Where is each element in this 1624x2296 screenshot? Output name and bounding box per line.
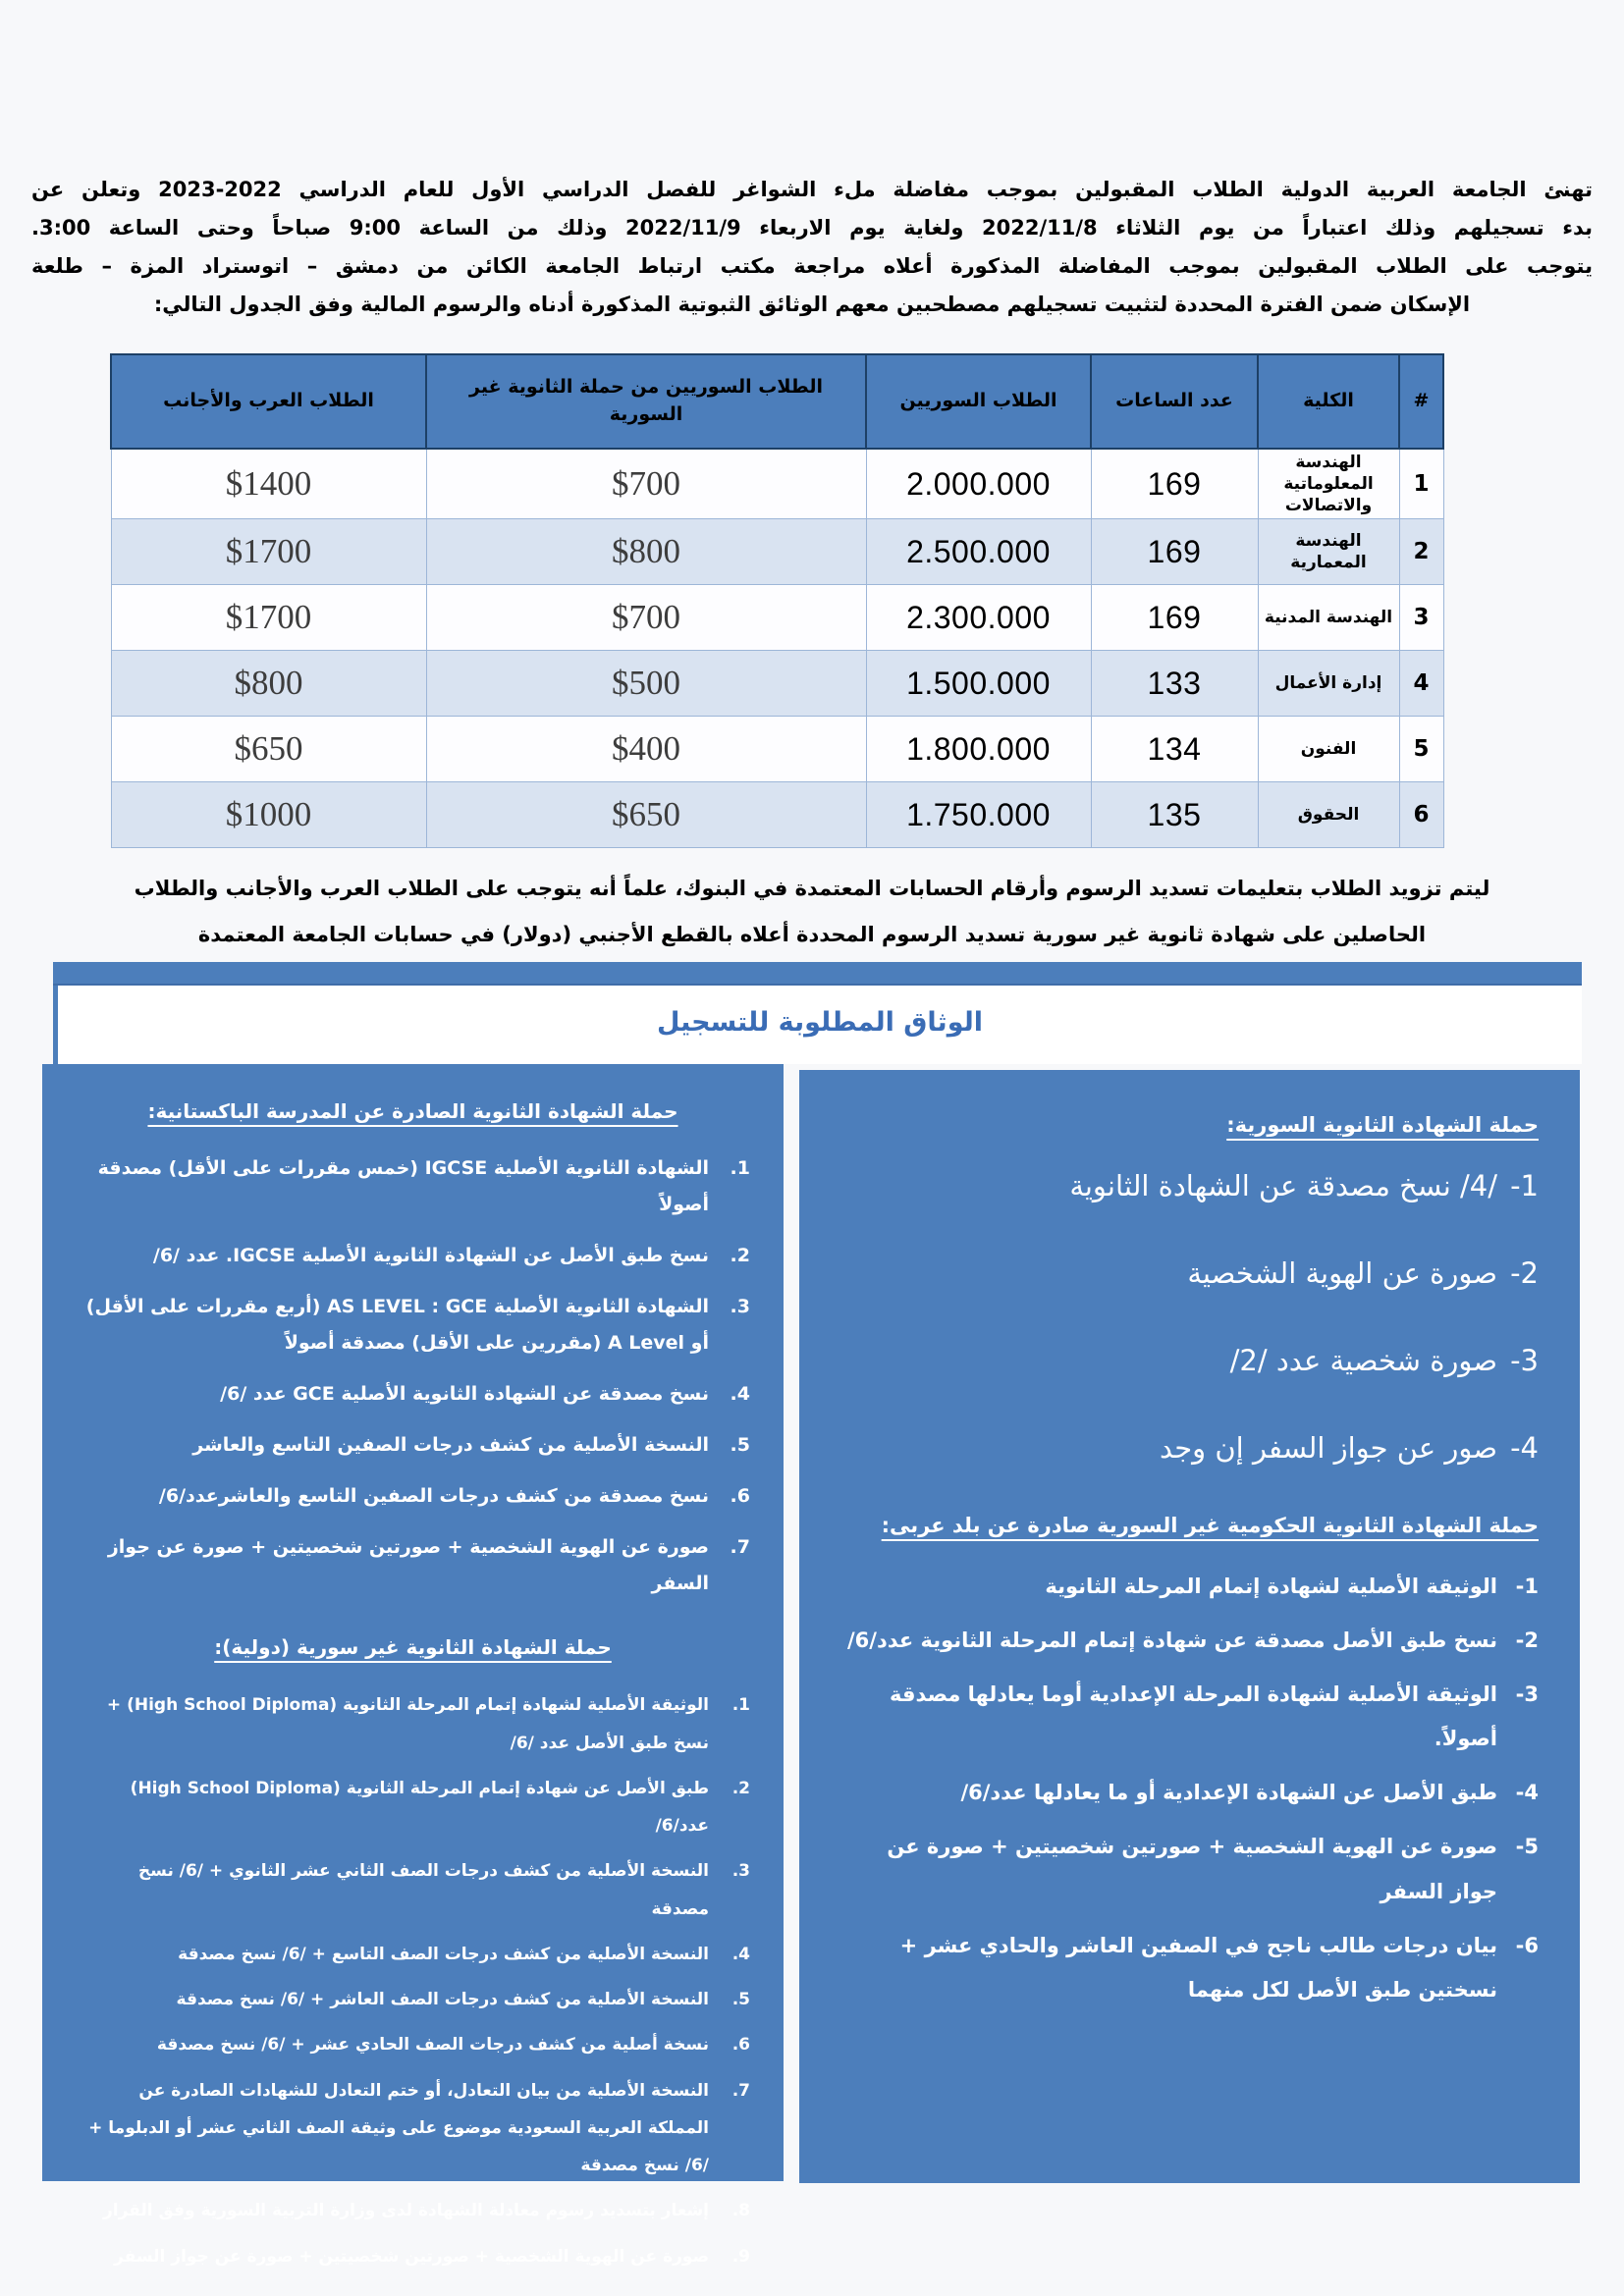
- item-number: 1.: [731, 1695, 750, 1716]
- arab-foreign-fee-cell: $800: [111, 651, 426, 717]
- syrian-students-fee-cell: 1.500.000: [866, 651, 1091, 717]
- arab-foreign-fee-cell: $1700: [111, 519, 426, 585]
- blue-divider-bar: [53, 962, 1582, 986]
- document-item: [76, 2026, 750, 2063]
- item-number: 4.: [731, 1944, 750, 1964]
- item-text: الوثيقة الأصلية لشهادة إتمام المرحلة الثانوية (High School Diploma) + نسخ طبق الأصل عدد /6/: [106, 1695, 709, 1753]
- panel-section-title: حملة الشهادة الثانوية الصادرة عن المدرسة الباكستانية:: [147, 1099, 678, 1123]
- syrian-students-fee-cell: 1.750.000: [866, 782, 1091, 848]
- document-item: [840, 1619, 1539, 1663]
- fee-row: [111, 651, 1443, 717]
- fees-table-header-cell: عدد الساعات: [1091, 354, 1258, 449]
- item-text: طبق الأصل عن شهادة إتمام المرحلة الثانوية (High School Diploma) عدد/6/: [130, 1778, 709, 1837]
- panel-section-title: حملة الشهادة الثانوية الحكومية غير السورية صادرة عن بلد عربى:: [881, 1513, 1539, 1537]
- item-number: 7.: [731, 2080, 750, 2101]
- item-text: صور عن جواز السفر إن وجد: [1160, 1430, 1497, 1465]
- fees-table-header-cell: الطلاب العرب والأجانب: [111, 354, 426, 449]
- row-number-cell: 4: [1399, 651, 1443, 717]
- hours-cell: 135: [1091, 782, 1258, 848]
- document-item: [76, 2192, 750, 2229]
- college-cell: إدارة الأعمال: [1258, 651, 1399, 717]
- item-number: 2-: [1515, 1628, 1539, 1652]
- item-text: نسخة أصلية من كشف درجات الصف الحادي عشر + /6/ نسخ مصدقة: [156, 2035, 709, 2056]
- syrian-students-fee-cell: 2.000.000: [866, 449, 1091, 519]
- document-item: [76, 1936, 750, 1973]
- non-syrian-cert-fee-cell: $400: [426, 717, 866, 782]
- document-item: [76, 1686, 750, 1762]
- syrian-arab-panel: [799, 1070, 1580, 2183]
- college-cell: الفنون: [1258, 717, 1399, 782]
- item-number: 8.: [731, 2201, 750, 2221]
- item-number: 2.: [730, 1245, 750, 1267]
- document-item: [840, 1252, 1539, 1296]
- document-item: [76, 2072, 750, 2185]
- item-text: صورة عن الهوية الشخصية + صورتين شخصيتين + صورة عن جواز السفر: [107, 1536, 709, 1595]
- document-item: [840, 1673, 1539, 1761]
- panel-section-title: حملة الشهادة الثانوية السورية:: [1226, 1113, 1539, 1137]
- item-text: طبق الأصل عن الشهادة الإعدادية أو ما يعادلها عدد/6/: [960, 1781, 1497, 1805]
- item-text: الوثيقة الأصلية لشهادة إتمام المرحلة الثانوية: [1045, 1574, 1497, 1598]
- item-number: 3.: [731, 1861, 750, 1882]
- fees-table-head: [111, 354, 1443, 449]
- payment-note: [39, 866, 1585, 958]
- item-text: نسخ طبق الأصل عن الشهادة الثانوية الأصلية IGCSE. عدد /6/: [152, 1245, 709, 1267]
- document-item: [76, 1852, 750, 1928]
- pakistani-international-panel: [42, 1064, 784, 2267]
- college-cell: الهندسة المعلوماتية والاتصالات: [1258, 449, 1399, 519]
- row-number-cell: 2: [1399, 519, 1443, 585]
- syrian-students-fee-cell: 1.800.000: [866, 717, 1091, 782]
- non-syrian-cert-fee-cell: $650: [426, 782, 866, 848]
- hours-cell: 134: [1091, 717, 1258, 782]
- fees-table-header-cell: الكلية: [1258, 354, 1399, 449]
- document-item: [76, 1150, 750, 1223]
- item-number: 5.: [731, 1990, 750, 2010]
- item-number: 2.: [731, 1778, 750, 1798]
- fees-table-header-cell: الطلاب السوريين: [866, 354, 1091, 449]
- row-number-cell: 5: [1399, 717, 1443, 782]
- document-item: [840, 1924, 1539, 2012]
- document-item: [76, 1289, 750, 1362]
- document-item: [840, 1426, 1539, 1470]
- item-text: صورة عن الهوية الشخصية + صورتين شخصيتين + صورة عن جواز السفر: [114, 2246, 709, 2267]
- document-item: [840, 1771, 1539, 1815]
- arab-foreign-fee-cell: $1000: [111, 782, 426, 848]
- intro-paragraph: [31, 171, 1593, 324]
- intro-line: يتوجب على الطلاب المقبولين بموجب المفاضلة المذكورة أعلاه مراجعة مكتب ارتباط الجامعة الكائن من دمشق – اتوستراد المزة – طلعة: [31, 254, 1593, 278]
- item-text: النسخة الأصلية من كشف درجات الصف الثاني عشر الثانوي + /6/ نسخ مصدقة: [137, 1861, 709, 1919]
- non-syrian-cert-fee-cell: $700: [426, 449, 866, 519]
- row-number-cell: 1: [1399, 449, 1443, 519]
- document-item: [76, 2238, 750, 2275]
- item-text: النسخة الأصلية من بيان التعادل، أو ختم التعادل للشهادات الصادرة عن المملكة العربية السعودية موضوع على وثيقة الصف الثاني عشر أو الدبلوما + /6/ نسخ مصدقة: [88, 2080, 709, 2176]
- college-cell: الهندسة المعمارية: [1258, 519, 1399, 585]
- payment-note-line: ليتم تزويد الطلاب بتعليمات تسديد الرسوم وأرقام الحسابات المعتمدة في البنوك، علماً أنه يتوجب على الطلاب العرب والأجانب والطلاب: [134, 877, 1490, 900]
- item-text: الشهادة الثانوية الأصلية IGCSE (خمس مقررات على الأقل) مصدقة أصولاً: [97, 1157, 709, 1216]
- non-syrian-cert-fee-cell: $700: [426, 585, 866, 651]
- fee-row: [111, 717, 1443, 782]
- item-number: 2-: [1510, 1255, 1539, 1290]
- item-text: نسخ مصدقة من كشف درجات الصفين التاسع والعاشرعدد/6/: [158, 1485, 709, 1508]
- syrian-cert-list: [840, 1164, 1539, 1470]
- document-item: [76, 1478, 750, 1515]
- fees-table: [110, 353, 1444, 848]
- item-text: نسخ طبق الأصل مصدقة عن شهادة إتمام المرحلة الثانوية عدد/6/: [846, 1628, 1497, 1652]
- item-number: 4-: [1515, 1781, 1539, 1805]
- item-text: /4/ نسخ مصدقة عن الشهادة الثانوية: [1069, 1169, 1497, 1202]
- item-text: النسخة الأصلية من كشف درجات الصفين التاسع والعاشر: [192, 1434, 709, 1457]
- item-number: 7.: [730, 1536, 750, 1559]
- fees-table-header-row: [111, 354, 1443, 449]
- item-text: نسخ مصدقة عن الشهادة الثانوية الأصلية GCE عدد /6/: [220, 1383, 709, 1406]
- document-item: [840, 1339, 1539, 1383]
- item-number: 3-: [1515, 1682, 1539, 1707]
- item-number: 4.: [730, 1383, 750, 1406]
- item-number: 3.: [730, 1296, 750, 1318]
- item-text: صورة عن الهوية الشخصية: [1187, 1255, 1497, 1290]
- section-title-box: [53, 986, 1582, 1064]
- intro-line: الإسكان ضمن الفترة المحددة لتثبيت تسجيلهم مصطحبين معهم الوثائق الثبوتية المذكورة أدناه والرسوم المالية وفق الجدول التالي:: [153, 293, 1471, 316]
- item-text: صورة شخصية عدد /2/: [1229, 1343, 1497, 1377]
- document-item: [76, 1529, 750, 1602]
- item-number: 6.: [731, 2035, 750, 2056]
- item-text: الوثيقة الأصلية لشهادة المرحلة الإعدادية أوما يعادلها مصدقة أصولاً.: [890, 1682, 1497, 1751]
- item-text: بيان درجات طالب ناجح في الصفين العاشر والحادي عشر + نسختين طبق الأصل لكل منهما: [899, 1933, 1497, 2002]
- intro-line: بدء تسجيلهم وذلك اعتباراً من يوم الثلاثاء 2022/11/8 ولغاية يوم الاربعاء 2022/11/9 وذلك من الساعة 9:00 صباحاً وحتى الساعة 3:00.: [31, 216, 1593, 240]
- item-text: إشعار بتسديد رسوم معادلة الشهادة لدى وزارة التربية السورية وفق القرار: [102, 2201, 709, 2221]
- college-cell: الحقوق: [1258, 782, 1399, 848]
- panel-section-title: حملة الشهادة الثانوية غير سورية (دولية):: [214, 1635, 612, 1660]
- non-syrian-cert-fee-cell: $800: [426, 519, 866, 585]
- arab-foreign-fee-cell: $1400: [111, 449, 426, 519]
- item-text: النسخة الأصلية من كشف درجات الصف التاسع + /6/ نسخ مصدقة: [178, 1944, 709, 1964]
- required-documents-title: الوثاق المطلوبة للتسجيل: [656, 1007, 984, 1038]
- hours-cell: 169: [1091, 449, 1258, 519]
- arab-country-cert-list: [840, 1565, 1539, 2012]
- item-number: 1-: [1515, 1574, 1539, 1598]
- row-number-cell: 6: [1399, 782, 1443, 848]
- fees-table-body: [111, 449, 1443, 848]
- syrian-students-fee-cell: 2.500.000: [866, 519, 1091, 585]
- non-syrian-cert-fee-cell: $500: [426, 651, 866, 717]
- document-item: [76, 1770, 750, 1845]
- item-number: 4-: [1510, 1430, 1539, 1465]
- item-text: الشهادة الثانوية الأصلية AS LEVEL : GCE (أربع مقررات على الأقل) أو A Level (مقررين على الأقل) مصدقة أصولاً: [85, 1296, 709, 1355]
- item-number: 5.: [730, 1434, 750, 1457]
- document-item: [76, 1238, 750, 1274]
- item-number: 6.: [730, 1485, 750, 1508]
- arab-foreign-fee-cell: $650: [111, 717, 426, 782]
- document-item: [840, 1825, 1539, 1913]
- item-number: 1-: [1510, 1169, 1539, 1202]
- fee-row: [111, 519, 1443, 585]
- item-text: صورة عن الهوية الشخصية + صورتين شخصيتين + صورة عن جواز السفر: [887, 1835, 1497, 1903]
- fees-table-header-cell: الطلاب السوريين من حملة الثانوية غير السورية: [426, 354, 866, 449]
- document-item: [840, 1164, 1539, 1208]
- hours-cell: 169: [1091, 519, 1258, 585]
- document-item: [840, 1565, 1539, 1609]
- fees-table-header-cell: #: [1399, 354, 1443, 449]
- item-number: 9.: [731, 2246, 750, 2267]
- fee-row: [111, 782, 1443, 848]
- item-number: 5-: [1515, 1835, 1539, 1859]
- hours-cell: 169: [1091, 585, 1258, 651]
- fee-row: [111, 585, 1443, 651]
- pakistani-cert-list: [76, 1150, 750, 1602]
- item-text: النسخة الأصلية من كشف درجات الصف العاشر + /6/ نسخ مصدقة: [176, 1990, 709, 2010]
- intro-line: تهنئ الجامعة العربية الدولية الطلاب المقبولين بموجب مفاضلة ملء الشواغر للفصل الدراسي الأول للعام الدراسي 2022-2023 وتعلن عن: [31, 178, 1593, 201]
- hours-cell: 133: [1091, 651, 1258, 717]
- document-item: [76, 1376, 750, 1413]
- item-number: 3-: [1510, 1343, 1539, 1377]
- row-number-cell: 3: [1399, 585, 1443, 651]
- international-cert-list: [76, 1686, 750, 2275]
- payment-note-line: الحاصلين على شهادة ثانوية غير سورية تسديد الرسوم المحددة أعلاه بالقطع الأجنبي (دولار) في حسابات الجامعة المعتمدة: [197, 923, 1427, 946]
- arab-foreign-fee-cell: $1700: [111, 585, 426, 651]
- document-item: [76, 1981, 750, 2018]
- document-item: [76, 1427, 750, 1464]
- college-cell: الهندسة المدنية: [1258, 585, 1399, 651]
- fee-row: [111, 449, 1443, 519]
- syrian-students-fee-cell: 2.300.000: [866, 585, 1091, 651]
- item-number: 1.: [730, 1157, 750, 1179]
- item-number: 6-: [1515, 1933, 1539, 1957]
